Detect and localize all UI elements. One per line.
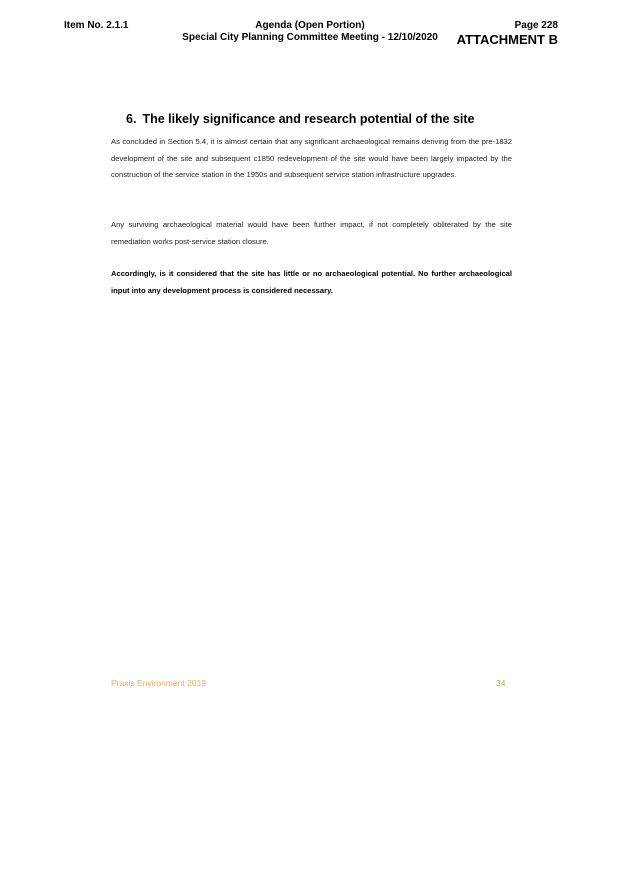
paragraph-conclusion: As concluded in Section 5.4, it is almost certain that any significant archaeological remains deriving from the pre-1832 development of the site and subsequent c1850 redevelopment of the site would have been largely impacted by the construction of the service station in the 1950s and subsequent service station infrastructure upgrades. [111,137,512,179]
attachment-label: ATTACHMENT B [456,32,558,47]
agenda-header [160,20,460,44]
paragraph-remediation: Any surviving archaeological material would have been further impact, if not completely obliterated by the site remediation works post-service station closure. [111,220,512,246]
section-heading [126,111,474,127]
section-title: The likely significance and research potential of the site [142,112,475,126]
footer-company: Praxis Environment 2019 [111,678,206,688]
agenda-title: Agenda (Open Portion) [255,20,365,31]
meeting-title: Special City Planning Committee Meeting - 12/10/2020 [182,32,438,43]
item-number: Item No. 2.1.1 [64,20,129,31]
page-header-right [457,20,558,47]
section-number: 6. [126,112,137,126]
paragraph-recommendation: Accordingly, is it considered that the site has little or no archaeological potential. No further archaeological input into any development process is considered necessary. [111,269,512,295]
page-label: Page 228 [514,20,558,31]
footer-page-number: 34 [496,678,506,688]
